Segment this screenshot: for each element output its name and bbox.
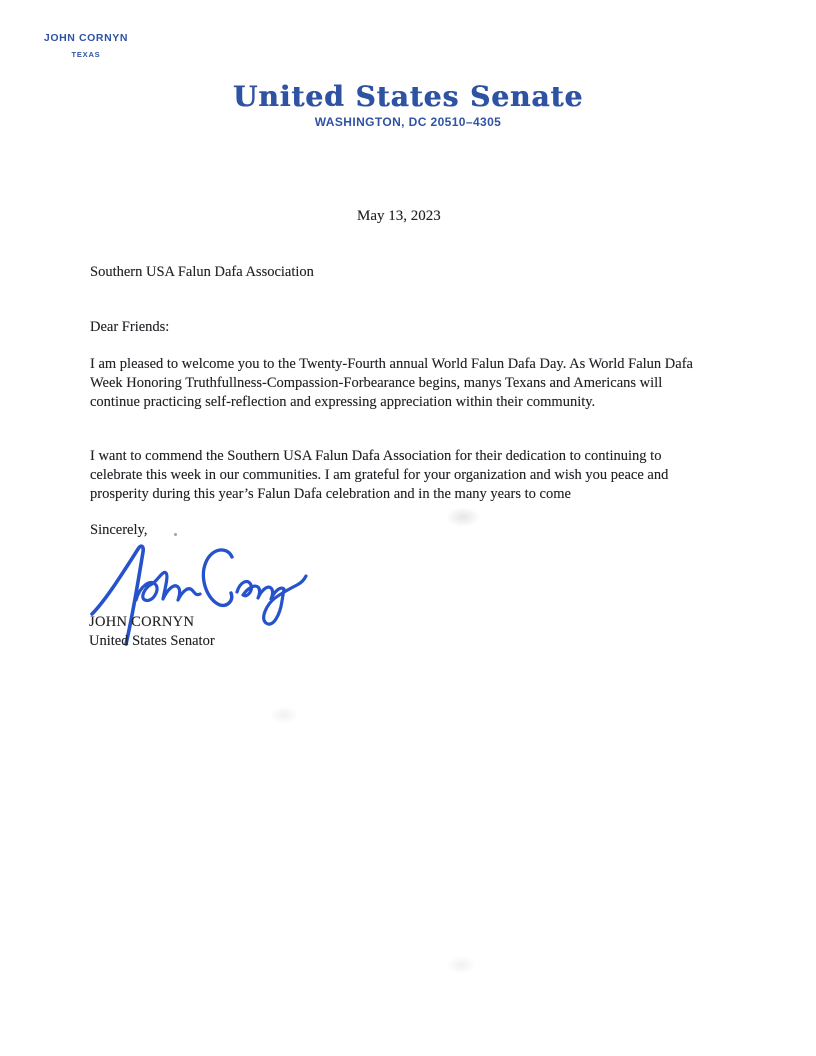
typed-signature-name: JOHN CORNYN	[89, 614, 195, 630]
senator-state: TEXAS	[71, 50, 101, 59]
body-paragraph-1: I am pleased to welcome you to the Twenty-Fourth annual World Falun Dafa Day. As World Falun Dafa Week Honoring Truthfullness-Compassion-Forbearance begins, manys Texans and Americans will continue practicing self-reflection and expressing appreciation within their community.	[90, 356, 693, 410]
salutation: Dear Friends:	[90, 319, 170, 335]
scan-smudge	[446, 507, 480, 527]
senator-name: JOHN CORNYN	[43, 32, 129, 44]
senator-block	[38, 32, 134, 59]
body-paragraph-2: I want to commend the Southern USA Falun Dafa Association for their dedication to continuing to celebrate this week in our communities. I am grateful for your organization and wish you peace and prosperity during this year’s Falun Dafa celebration and in the many years to come	[90, 448, 669, 502]
closing-line: Sincerely,	[90, 522, 148, 538]
senate-letterhead-address: WASHINGTON, DC 20510–4305	[314, 115, 502, 129]
typed-signature-title: United States Senator	[89, 633, 215, 649]
scan-smudge	[446, 956, 476, 974]
recipient-line: Southern USA Falun Dafa Association	[90, 264, 314, 280]
scan-smudge	[270, 706, 298, 724]
senate-letterhead-title: United States Senate	[232, 80, 584, 113]
letter-date: May 13, 2023	[357, 208, 441, 224]
pen-dot-artifact	[174, 533, 177, 536]
